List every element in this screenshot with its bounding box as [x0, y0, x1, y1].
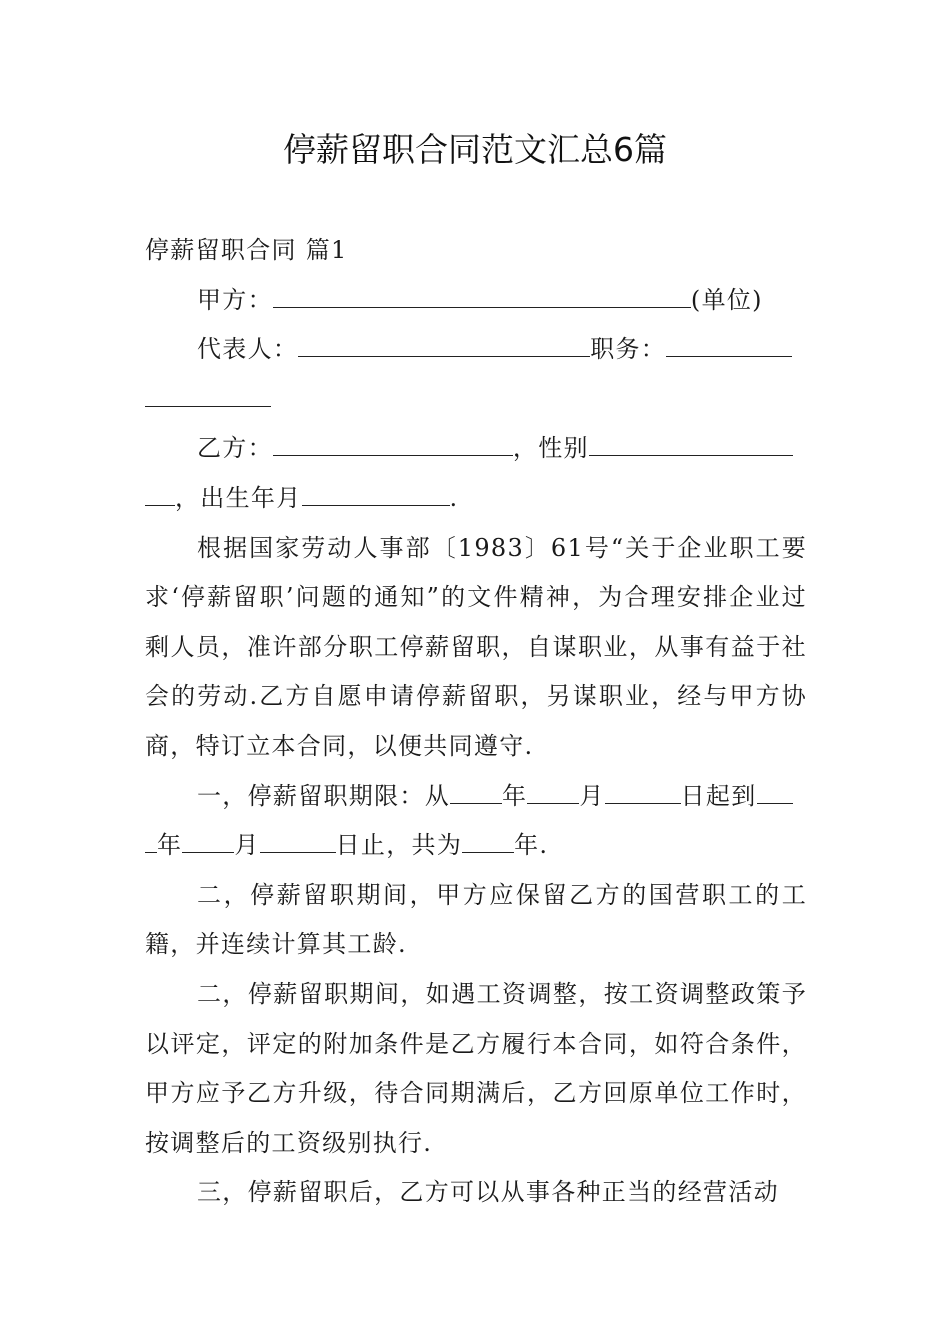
- party-b-blank: [273, 429, 513, 456]
- term-month-label-2: 月: [234, 831, 260, 860]
- gender-blank-2: [145, 479, 175, 506]
- clause-2-paragraph: 二，停薪留职期间，甲方应保留乙方的国营职工的工籍，并连续计算其工龄.: [145, 880, 807, 959]
- term-prefix: 一，停薪留职期限：从: [197, 781, 450, 810]
- document-body: [145, 226, 807, 1218]
- clause-3-paragraph: 二，停薪留职期间，如遇工资调整，按工资调整政策予以评定，评定的附加条件是乙方履行本合同，如符合条件，甲方应予乙方升级，待合同期满后，乙方回原单位工作时，按调整后的工资级别执行.: [145, 979, 807, 1157]
- party-a-suffix: (单位): [690, 285, 763, 314]
- representative-blank: [298, 330, 590, 357]
- party-a-line: [145, 276, 807, 326]
- position-label: 职务：: [590, 335, 667, 364]
- term-day-from-label: 日起到: [680, 781, 757, 810]
- term-from-year-blank: [450, 777, 502, 804]
- birth-blank: [302, 479, 450, 506]
- term-from-month-blank: [527, 777, 579, 804]
- representative-label: 代表人：: [197, 335, 299, 364]
- representative-line: [145, 325, 807, 375]
- document-title: 停薪留职合同范文汇总6篇: [283, 130, 667, 169]
- term-day-to-label: 日止，共为: [335, 831, 463, 860]
- position-blank: [666, 330, 792, 357]
- term-clause-line-2: [145, 821, 807, 871]
- term-clause-line-1: [145, 772, 807, 822]
- term-total-blank: [462, 826, 514, 853]
- position-blank-continued: [145, 375, 807, 425]
- term-to-year-blank-2: [145, 826, 157, 853]
- party-b-line: [145, 424, 807, 474]
- party-a-label: 甲方：: [197, 285, 273, 314]
- birth-label: ，出生年月: [175, 483, 302, 512]
- gender-blank: [589, 429, 793, 456]
- party-a-blank: [273, 281, 691, 308]
- intro-paragraph: 根据国家劳动人事部〔1983〕61号“关于企业职工要求‘停薪留职’问题的通知”的文件精神，为合理安排企业过剩人员，准许部分职工停薪留职，自谋职业，从事有益于社会的劳动.乙方自愿申请停薪留职，另谋职业，经与甲方协商，特订立本合同，以便共同遵守.: [145, 533, 807, 760]
- party-b-label: 乙方：: [197, 434, 273, 463]
- term-to-day-blank: [260, 826, 336, 853]
- gender-label: ，性别: [512, 434, 589, 463]
- term-year-label-2: 年: [157, 831, 183, 860]
- clause-4-paragraph: 三，停薪留职后，乙方可以从事各种正当的经营活动: [197, 1178, 779, 1207]
- party-b-end: .: [449, 483, 459, 512]
- term-to-month-blank: [182, 826, 234, 853]
- term-years-end: 年.: [514, 831, 549, 860]
- term-month-label: 月: [579, 781, 605, 810]
- term-to-year-blank: [757, 777, 793, 804]
- term-from-day-blank: [605, 777, 681, 804]
- position-blank-2: [145, 380, 271, 407]
- term-year-label: 年: [502, 781, 528, 810]
- section-heading: 停薪留职合同 篇1: [145, 236, 348, 264]
- party-b-line-2: [145, 474, 807, 524]
